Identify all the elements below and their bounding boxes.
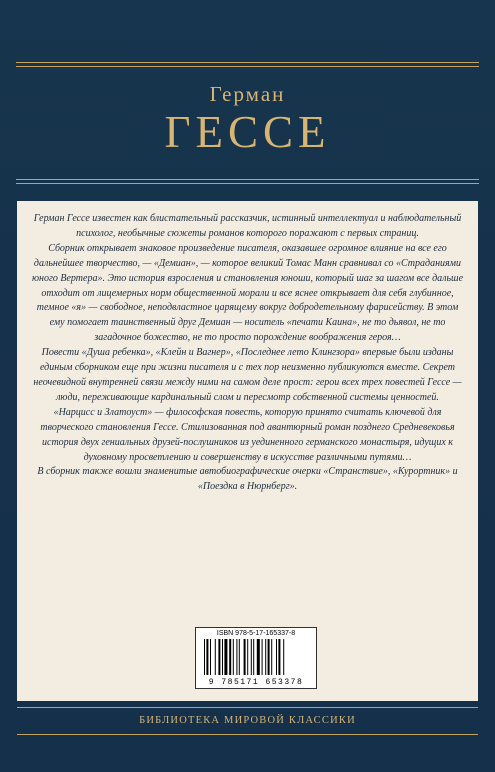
blurb-paragraph: В сборник также вошли знаменитые автобиографические очерки «Странствие», «Курортник» и «Поездка в Нюрнберг».	[37, 466, 458, 493]
barcode-bar	[222, 639, 223, 675]
barcode-bar	[283, 639, 284, 675]
title-rule	[16, 179, 479, 180]
barcode-bar	[236, 639, 237, 675]
barcode-bar	[229, 639, 231, 675]
barcode-bar	[268, 639, 270, 675]
barcode-bar	[265, 639, 266, 675]
series-banner: БИБЛИОТЕКА МИРОВОЙ КЛАССИКИ	[17, 707, 478, 735]
barcode-bar	[239, 639, 240, 675]
blurb-paragraph: Сборник открывает знаковое произведение писателя, оказавшее огромное влияние на все его дальнейшее творчество, — «Демиан», — которое великий Томас Манн сравнивал со «Страданиями юного Вертера». Это история взросления и становления юноши, который шаг за шагом все дальше отходит от лицемерных норм общественной морали и все яснее открывает для себя глубинное, темное «я» — свободное, неподвластное царящему вокруг добродетельному фарисейству. В этом ему помогает таинственный друг Демиан — носитель «печати Каина», не то дьявол, не то загадочное божество, не то просто порождение воображения героя…	[31, 242, 464, 344]
barcode-bar	[224, 639, 227, 675]
author-first-name: Герман	[209, 82, 286, 106]
barcode-bar	[204, 639, 205, 675]
text-panel	[17, 201, 478, 701]
barcode-bar	[233, 639, 234, 675]
blurb-text	[29, 212, 466, 495]
barcode-bar	[206, 639, 208, 675]
blurb-paragraph: Повести «Душа ребенка», «Клейн и Вагнер», «Последнее лето Клингзора» впервые были изданы единым сборником еще при жизни писателя и с тех пор неизменно публикуются вместе. Секрет неочевидной внутренней связи между ними на самом деле прост: герои всех трех повестей Гессе — люди, переживающие кардинальный слом и пересмотр собственной системы ценностей.	[33, 347, 462, 403]
barcode-bar	[247, 639, 248, 675]
author-last-name: ГЕССЕ	[164, 107, 331, 157]
blurb-paragraph: «Нарцисс и Златоуст» — философская повесть, которую принято считать ключевой для творческого становления Гессе. Стилизованная под авантюрный роман позднего Средневековья история двух гениальных друзей-послушников из уединенного германского монастыря, идущих к духовному просветлению и совершенству в искусстве различными путями…	[40, 406, 455, 463]
barcode-bar	[251, 639, 252, 675]
barcode-bar	[215, 639, 216, 675]
isbn-label: ISBN 978-5-17-165337-8	[216, 630, 296, 637]
top-rule	[16, 62, 479, 63]
barcode	[195, 627, 317, 689]
barcode-bar	[218, 639, 220, 675]
title-rule-inner	[16, 183, 479, 184]
barcode-bar	[271, 639, 272, 675]
barcode-bar	[253, 639, 254, 675]
barcode-bar	[262, 639, 263, 675]
barcode-bar	[244, 639, 246, 675]
blurb-paragraph: Герман Гессе известен как блистательный рассказчик, истинный интеллектуал и наблюдательный психолог, необычные сюжеты романов которого поражают с первых страниц.	[33, 213, 462, 239]
barcode-bar	[257, 639, 260, 675]
barcode-bar	[276, 639, 277, 675]
top-rule-inner	[16, 66, 479, 67]
barcode-number: 9 785171 653378	[208, 678, 304, 687]
barcode-bars	[204, 639, 308, 675]
barcode-bar	[278, 639, 280, 675]
barcode-bar	[210, 639, 211, 675]
